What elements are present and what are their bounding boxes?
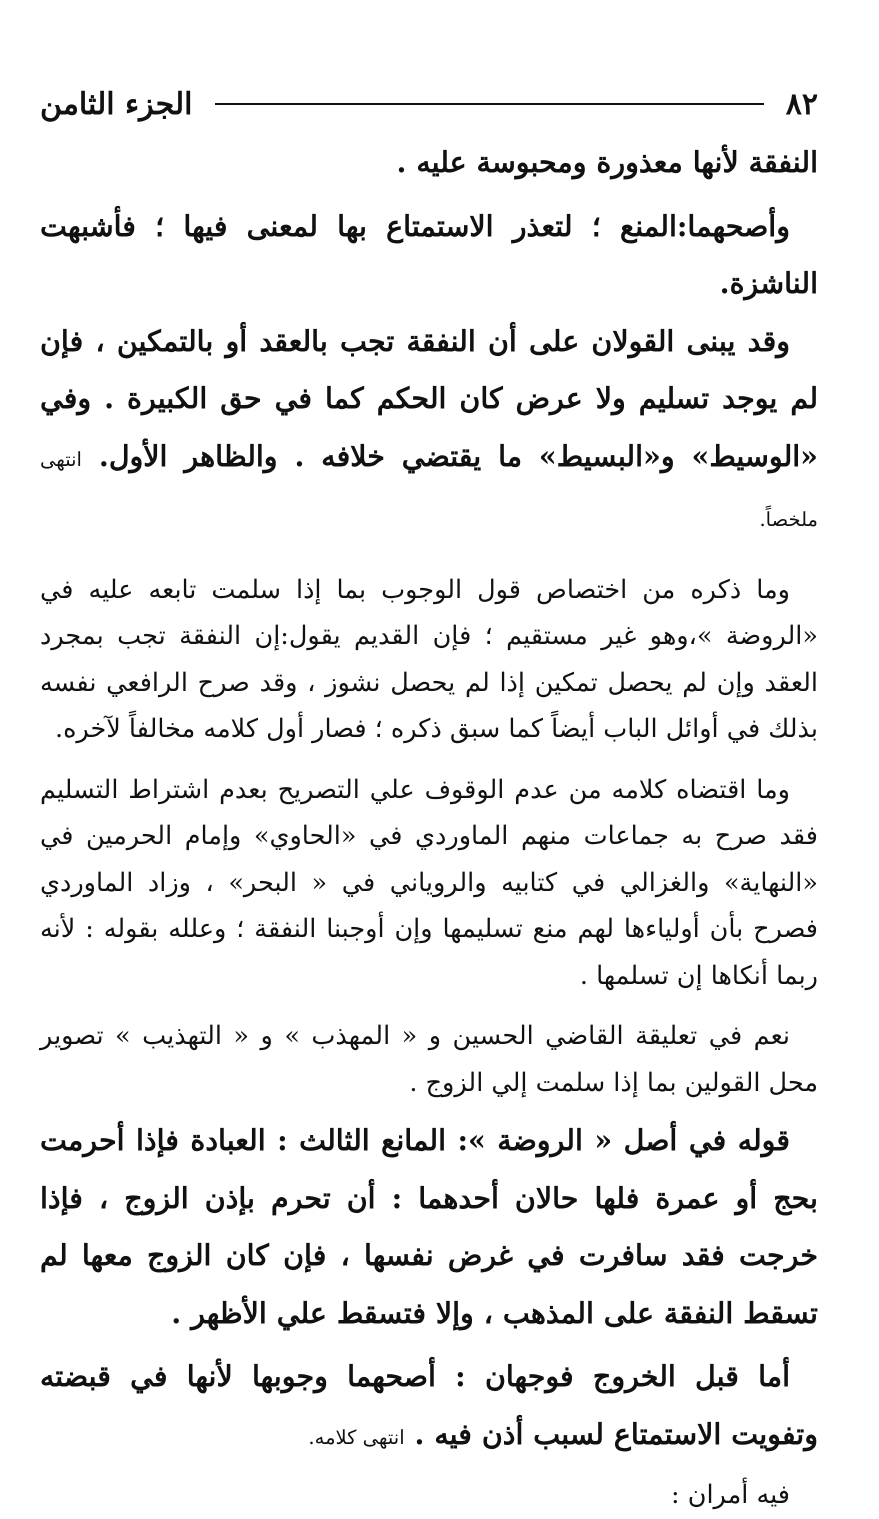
chapter-title: الجزء الثامن xyxy=(40,86,193,122)
page-number: ٨٢ xyxy=(785,86,818,122)
paragraph-3-note: انتهى ملخصاً. xyxy=(40,447,818,531)
paragraph-8 xyxy=(40,1348,818,1466)
paragraph-6: نعم في تعليقة القاضي الحسين و « المهذب » و « التهذيب » تصوير محل القولين بما إذا سلمت إلي الزوج . xyxy=(40,1021,818,1098)
paragraph-1: النفقة لأنها معذورة ومحبوسة عليه . xyxy=(396,145,818,179)
page-body xyxy=(40,134,818,1519)
paragraph-3-text: وقد يبنى القولان على أن النفقة تجب بالعقد أو بالتمكين ، فإن لم يوجد تسليم ولا عرض كان الحكم كما في حق الكبيرة . وفي «الوسيط» و«البسيط» ما يقتضي خلافه . والظاهر الأول. xyxy=(40,323,818,473)
header-rule xyxy=(215,103,764,105)
paragraph-2: وأصحهما:المنع ؛ لتعذر الاستمتاع بها لمعنى فيها ؛ فأشبهت الناشزة. xyxy=(40,208,818,300)
paragraph-3 xyxy=(40,313,818,549)
page-header xyxy=(40,82,818,126)
paragraph-8-note: انتهى كلامه. xyxy=(308,1425,405,1449)
paragraph-7: قوله في أصل « الروضة »: المانع الثالث : العبادة فإذا أحرمت بحج أو عمرة فلها حالان أحدهما : أن تحرم بإذن الزوج ، فإذا خرجت فقد سافرت في غرض نفسها ، فإن كان الزوج معها لم تسقط النفقة على المذهب ، وإلا فتسقط علي الأظهر . xyxy=(40,1123,818,1330)
paragraph-4: وما ذكره من اختصاص قول الوجوب بما إذا سلمت تابعه عليه في «الروضة »،وهو غير مستقيم ؛ فإن القديم يقول:إن النفقة تجب بمجرد العقد وإن لم يحصل تمكين إذا لم يحصل نشوز ، وقد صرح الرافعي نفسه بذلك في أوائل الباب أيضاً كما سبق ذكره ؛ فصار أول كلامه مخالفاً لآخره. xyxy=(40,574,818,744)
paragraph-8-text: أما قبل الخروج فوجهان : أصحهما وجوبها لأنها في قبضته وتفويت الاستمتاع لسبب أذن فيه . xyxy=(40,1359,818,1451)
paragraph-9: فيه أمران : xyxy=(671,1480,790,1510)
paragraph-5: وما اقتضاه كلامه من عدم الوقوف علي التصريح بعدم اشتراط التسليم فقد صرح به جماعات منهم الماوردي في «الحاوي» وإمام الحرمين في «النهاية» والغزالي في كتابيه والروياني في « البحر» ، وزاد الماوردي فصرح بأن أولياءها لهم منع تسليمها وإن أوجبنا النفقة ؛ وعلله بقوله : لأنه ربما أنكاها إن تسلمها . xyxy=(40,774,818,991)
